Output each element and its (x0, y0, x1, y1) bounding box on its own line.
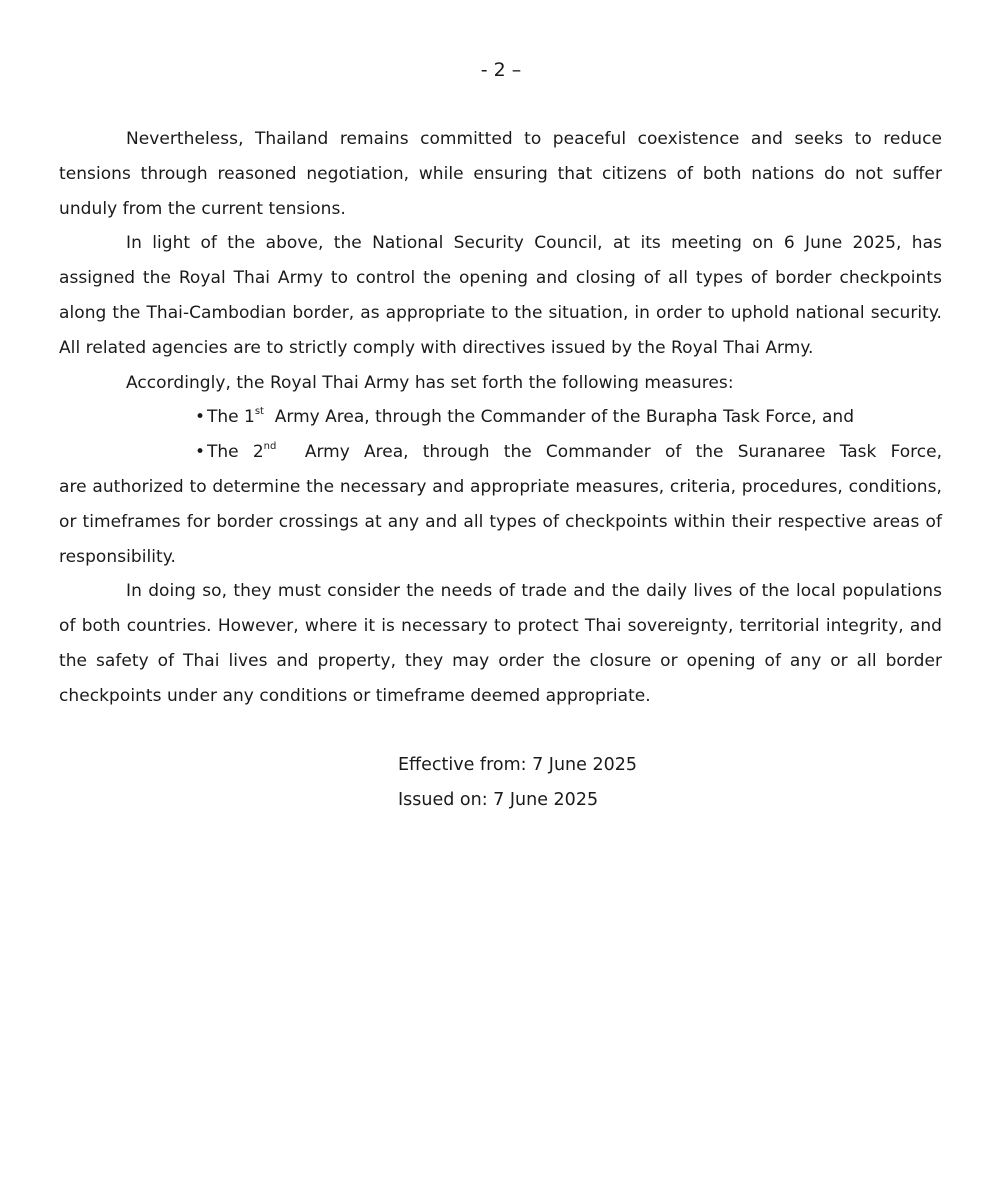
page-number: - 2 – (480, 59, 522, 81)
paragraph-authorization: are authorized to determine the necessary and appropriate measures, criteria, procedures, conditions, or timeframes for border crossings at any and all types of checkpoints within their respective areas of responsibility. (59, 476, 942, 567)
bullet-item-second-army-area (59, 435, 942, 470)
document-body (59, 122, 942, 714)
bullet-text: Army Area, through the Commander of the Burapha Task Force, and (274, 407, 855, 428)
effective-date: Effective from: 7 June 2025 (398, 755, 638, 775)
ordinal-suffix: nd (263, 440, 277, 452)
paragraph-considerations: In doing so, they must consider the needs of trade and the daily lives of the local populations of both countries. However, where it is necessary to protect Thai sovereignty, territorial integrity, and the safety of Thai lives and property, they may order the closure or opening of any or all border checkpoints under any conditions or timeframe deemed appropriate. (59, 581, 942, 706)
bullet-item-first-army-area (59, 400, 942, 435)
bullet-icon: • (195, 442, 206, 463)
paragraph-commitment: Nevertheless, Thailand remains committed to peaceful coexistence and seeks to reduce tensions through reasoned negotiation, while ensuring that citizens of both nations do not suffer unduly from the current tensions. (59, 129, 942, 219)
bullet-prefix: The 2 (207, 442, 264, 463)
ordinal-suffix: st (254, 405, 264, 417)
issued-date: Issued on: 7 June 2025 (398, 790, 599, 810)
bullet-prefix: The 1 (207, 407, 255, 428)
paragraph-nsc-decision: In light of the above, the National Security Council, at its meeting on 6 June 2025, has assigned the Royal Thai Army to control the opening and closing of all types of border checkpoints along the Thai-Cambodian border, as appropriate to the situation, in order to uphold national security. All related agencies are to strictly comply with directives issued by the Royal Thai Army. (59, 233, 942, 358)
signoff-block (398, 748, 637, 818)
bullet-icon: • (195, 407, 206, 428)
paragraph-measures-intro: Accordingly, the Royal Thai Army has set forth the following measures: (126, 372, 734, 393)
bullet-text: Army Area, through the Commander of the Suranaree Task Force, (304, 442, 942, 463)
